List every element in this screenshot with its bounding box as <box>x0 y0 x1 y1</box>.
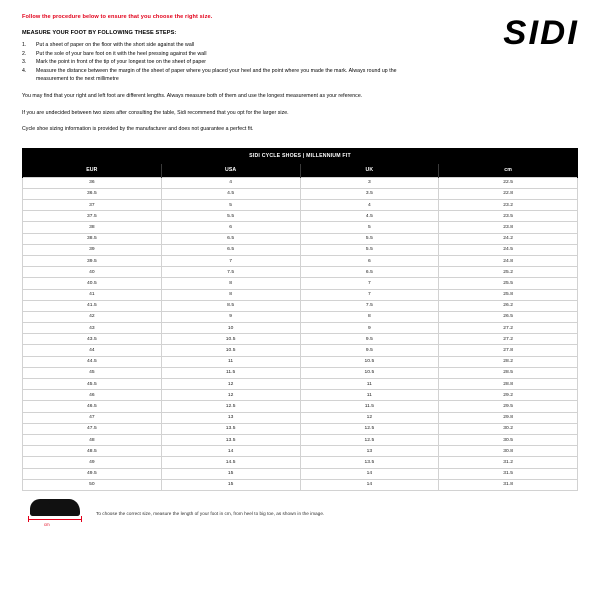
table-cell: 29.5 <box>439 401 578 412</box>
paragraph-measure-both-feet: You may find that your right and left foot are different lengths. Always measure both of them and use the longest measurement as your reference. <box>22 93 363 100</box>
table-cell: 6.5 <box>300 267 439 278</box>
table-cell: 44 <box>23 345 162 356</box>
table-cell: 8 <box>161 289 300 300</box>
table-cell: 48 <box>23 434 162 445</box>
table-cell: 26.2 <box>439 300 578 311</box>
table-cell: 10.5 <box>161 334 300 345</box>
table-cell: 11 <box>300 390 439 401</box>
table-row <box>23 211 578 222</box>
table-cell: 23.5 <box>439 211 578 222</box>
table-cell: 27.8 <box>439 345 578 356</box>
table-cell: 14.5 <box>161 457 300 468</box>
measurement-line-icon <box>28 519 82 520</box>
table-cell: 10.5 <box>300 356 439 367</box>
table-cell: 41 <box>23 289 162 300</box>
table-cell: 13.5 <box>161 423 300 434</box>
table-cell: 31.2 <box>439 457 578 468</box>
table-cell: 40.5 <box>23 278 162 289</box>
table-cell: 11 <box>300 379 439 390</box>
table-cell: 30.5 <box>439 434 578 445</box>
table-row <box>23 267 578 278</box>
table-cell: 11.5 <box>161 367 300 378</box>
step-text: Mark the point in front of the tip of your longest toe on the sheet of paper <box>36 59 207 66</box>
table-cell: 29.2 <box>439 390 578 401</box>
step-number: 3. <box>22 59 27 66</box>
table-cell: 14 <box>300 479 439 490</box>
table-row <box>23 379 578 390</box>
table-cell: 43.5 <box>23 334 162 345</box>
table-row <box>23 323 578 334</box>
table-cell: 39 <box>23 244 162 255</box>
table-cell: 27.2 <box>439 323 578 334</box>
column-header-usa: USA <box>161 164 300 178</box>
table-row <box>23 479 578 490</box>
table-cell: 49.5 <box>23 468 162 479</box>
step-number: 1. <box>22 42 27 49</box>
table-cell: 30.8 <box>439 446 578 457</box>
table-cell: 4.5 <box>161 188 300 199</box>
table-cell: 6 <box>161 222 300 233</box>
table-cell: 36.5 <box>23 188 162 199</box>
table-cell: 46.5 <box>23 401 162 412</box>
table-cell: 45.5 <box>23 379 162 390</box>
shoe-heel-icon <box>30 499 50 514</box>
table-row <box>23 390 578 401</box>
table-cell: 24.5 <box>439 244 578 255</box>
table-row <box>23 334 578 345</box>
table-cell: 37 <box>23 200 162 211</box>
table-cell: 6 <box>300 255 439 266</box>
table-row <box>23 177 578 188</box>
table-cell: 47.5 <box>23 423 162 434</box>
table-cell: 8.5 <box>161 300 300 311</box>
table-row <box>23 278 578 289</box>
table-cell: 22.8 <box>439 188 578 199</box>
table-cell: 7 <box>300 278 439 289</box>
table-cell: 14 <box>161 446 300 457</box>
table-cell: 8 <box>161 278 300 289</box>
footer <box>22 497 578 527</box>
table-cell: 39.5 <box>23 255 162 266</box>
table-row <box>23 412 578 423</box>
step-text: Measure the distance between the margin of the sheet of paper where you placed your heel and the point where you made the mark. Always round up the measurement to the next millimetre <box>36 67 397 82</box>
column-header-eur: EUR <box>23 164 162 178</box>
table-cell: 5 <box>300 222 439 233</box>
table-cell: 38 <box>23 222 162 233</box>
size-chart-table <box>22 148 578 491</box>
table-row <box>23 434 578 445</box>
table-cell: 11 <box>161 356 300 367</box>
table-row <box>23 311 578 322</box>
table-cell: 31.5 <box>439 468 578 479</box>
table-cell: 14 <box>300 468 439 479</box>
table-row <box>23 457 578 468</box>
table-cell: 9.5 <box>300 345 439 356</box>
step-number: 4. <box>22 67 27 74</box>
table-row <box>23 345 578 356</box>
table-cell: 41.5 <box>23 300 162 311</box>
table-cell: 36 <box>23 177 162 188</box>
table-cell: 25.8 <box>439 289 578 300</box>
step-text: Put the sole of your bare foot on it with the heel pressing against the wall <box>36 50 207 57</box>
list-item <box>22 67 397 84</box>
table-cell: 43 <box>23 323 162 334</box>
table-cell: 46 <box>23 390 162 401</box>
brand-logo <box>403 14 578 50</box>
table-cell: 50 <box>23 479 162 490</box>
table-cell: 7 <box>161 255 300 266</box>
table-cell: 28.2 <box>439 356 578 367</box>
table-cell: 10.5 <box>300 367 439 378</box>
header-text-block <box>22 14 397 83</box>
step-number: 2. <box>22 50 27 57</box>
table-row <box>23 188 578 199</box>
table-row <box>23 300 578 311</box>
table-cell: 10.5 <box>161 345 300 356</box>
table-cell: 15 <box>161 479 300 490</box>
table-cell: 24.2 <box>439 233 578 244</box>
table-cell: 45 <box>23 367 162 378</box>
table-cell: 23.8 <box>439 222 578 233</box>
table-cell: 49 <box>23 457 162 468</box>
table-cell: 25.2 <box>439 267 578 278</box>
column-header-uk: UK <box>300 164 439 178</box>
table-cell: 6.5 <box>161 244 300 255</box>
table-cell: 13 <box>161 412 300 423</box>
intro-red-text: Follow the procedure below to ensure that you choose the right size. <box>22 14 213 20</box>
table-cell: 44.5 <box>23 356 162 367</box>
table-cell: 5.5 <box>300 244 439 255</box>
table-cell: 3 <box>300 177 439 188</box>
table-cell: 6.5 <box>161 233 300 244</box>
table-row <box>23 200 578 211</box>
table-row <box>23 423 578 434</box>
table-cell: 28.5 <box>439 367 578 378</box>
table-cell: 42 <box>23 311 162 322</box>
table-row <box>23 233 578 244</box>
table-row <box>23 367 578 378</box>
table-row <box>23 401 578 412</box>
table-cell: 27.2 <box>439 334 578 345</box>
table-cell: 30.2 <box>439 423 578 434</box>
column-header-cm: cm <box>439 164 578 178</box>
steps-title: MEASURE YOUR FOOT BY FOLLOWING THESE STEPS: <box>22 30 177 37</box>
paragraph-undecided-sizes: If you are undecided between two sizes after consulting the table, Sidi recommend that you opt for the larger size. <box>22 109 289 116</box>
table-cell: 11.5 <box>300 401 439 412</box>
paragraph-disclaimer: Cycle shoe sizing information is provided by the manufacturer and does not guarantee a perfect fit. <box>22 126 254 133</box>
table-cell: 10 <box>161 323 300 334</box>
table-body <box>23 177 578 490</box>
table-cell: 28.8 <box>439 379 578 390</box>
table-cell: 4 <box>300 200 439 211</box>
table-row <box>23 356 578 367</box>
table-cell: 9 <box>161 311 300 322</box>
table-cell: 4.5 <box>300 211 439 222</box>
table-row <box>23 222 578 233</box>
table-cell: 12 <box>161 390 300 401</box>
table-cell: 7.5 <box>161 267 300 278</box>
table-cell: 9.5 <box>300 334 439 345</box>
list-item <box>22 58 397 66</box>
table-caption: SIDI CYCLE SHOES | MILLENNIUM FIT <box>22 148 578 164</box>
table-row <box>23 289 578 300</box>
table-row <box>23 244 578 255</box>
table-cell: 15 <box>161 468 300 479</box>
table-cell: 13 <box>300 446 439 457</box>
table-cell: 12 <box>161 379 300 390</box>
table-cell: 38.5 <box>23 233 162 244</box>
table-cell: 29.8 <box>439 412 578 423</box>
table-cell: 26.5 <box>439 311 578 322</box>
table-cell: 31.8 <box>439 479 578 490</box>
table-cell: 7 <box>300 289 439 300</box>
sidi-logo-text: SIDI <box>502 14 579 52</box>
table-cell: 5 <box>161 200 300 211</box>
table-cell: 12 <box>300 412 439 423</box>
list-item <box>22 50 397 58</box>
step-text: Put a sheet of paper on the floor with the short side against the wall <box>36 42 195 49</box>
table-cell: 24.8 <box>439 255 578 266</box>
table-row <box>23 255 578 266</box>
table-cell: 47 <box>23 412 162 423</box>
steps-list <box>22 41 397 83</box>
table-header <box>23 164 578 178</box>
table-cell: 22.5 <box>439 177 578 188</box>
table-cell: 37.5 <box>23 211 162 222</box>
header <box>22 14 578 83</box>
measure-label: cm <box>44 521 50 527</box>
table-cell: 5.5 <box>161 211 300 222</box>
table-cell: 40 <box>23 267 162 278</box>
table-cell: 4 <box>161 177 300 188</box>
table-cell: 12.5 <box>161 401 300 412</box>
footer-note: To choose the correct size, measure the length of your foot in cm, from heel to big toe, as shown in the image. <box>96 510 325 516</box>
table-row <box>23 468 578 479</box>
shoe-figure <box>22 497 96 527</box>
table-cell: 8 <box>300 311 439 322</box>
table-cell: 7.5 <box>300 300 439 311</box>
table-cell: 9 <box>300 323 439 334</box>
table-header-row <box>23 164 578 178</box>
table-cell: 12.5 <box>300 434 439 445</box>
table-row <box>23 446 578 457</box>
table-cell: 12.5 <box>300 423 439 434</box>
table-cell: 13.5 <box>300 457 439 468</box>
table-cell: 13.5 <box>161 434 300 445</box>
table-cell: 25.5 <box>439 278 578 289</box>
table-cell: 23.2 <box>439 200 578 211</box>
table-cell: 48.5 <box>23 446 162 457</box>
table-cell: 3.5 <box>300 188 439 199</box>
list-item <box>22 41 397 49</box>
table-cell: 5.5 <box>300 233 439 244</box>
